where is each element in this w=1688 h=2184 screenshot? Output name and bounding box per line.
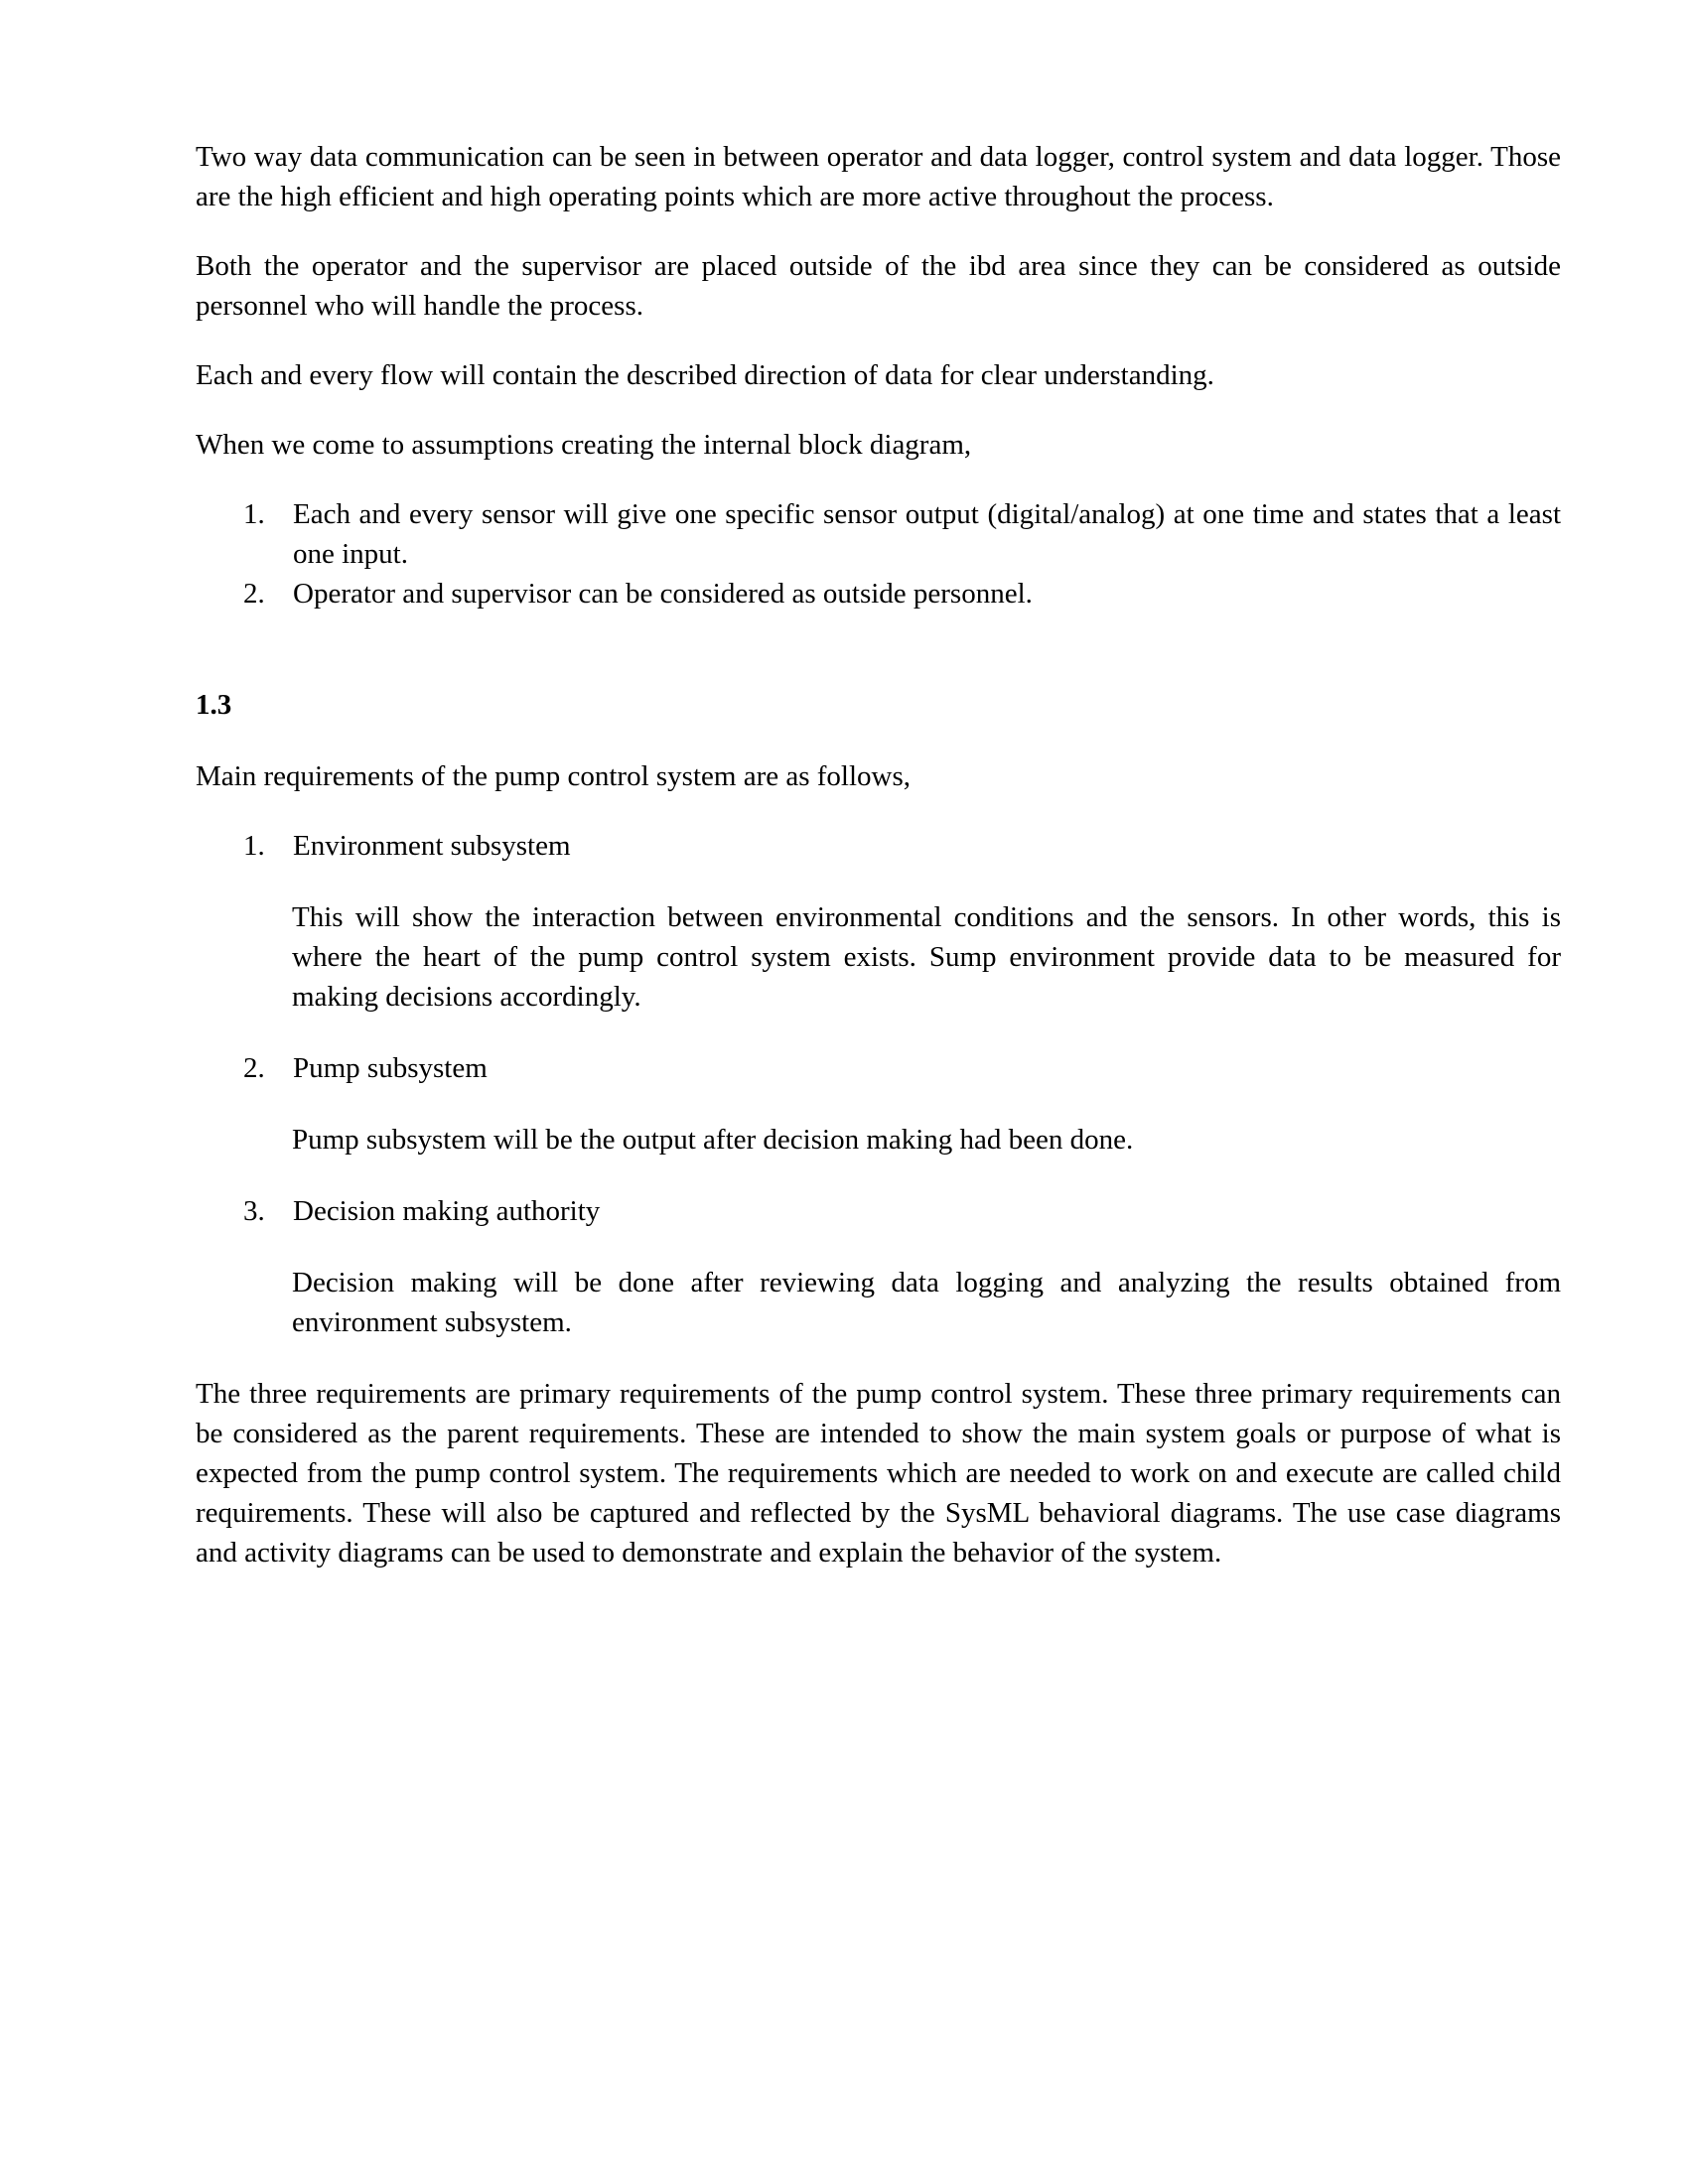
- requirement-item-3-description: Decision making will be done after reviewing data logging and analyzing the results obtained from environment subsystem.: [292, 1267, 1561, 1338]
- assumptions-list-item-1: [243, 494, 1561, 574]
- paragraph-two-way-communication: Two way data communication can be seen in between operator and data logger, control system and data logger. Those are the high efficient and high operating points which are more active throughout the process.: [196, 141, 1561, 212]
- paragraph-main-requirements-intro: Main requirements of the pump control system are as follows,: [196, 760, 912, 792]
- assumptions-list: [196, 494, 1561, 614]
- list-item-number: 2.: [243, 1052, 265, 1084]
- requirement-item-1-title: [243, 826, 1561, 866]
- paragraph-assumptions-intro: When we come to assumptions creating the internal block diagram,: [196, 429, 972, 461]
- assumptions-list-item-2: [243, 574, 1561, 614]
- paragraph-primary-requirements: The three requirements are primary requirements of the pump control system. These three primary requirements can be considered as the parent requirements. These are intended to show the main system goals or purpose of what is expected from the pump control system. The requirements which are needed to work on and execute are called child requirements. These will also be captured and reflected by the SysML behavioral diagrams. The use case diagrams and activity diagrams can be used to demonstrate and explain the behavior of the system.: [196, 1378, 1561, 1569]
- list-item-number: 2.: [243, 578, 265, 610]
- requirement-title: Environment subsystem: [293, 830, 571, 862]
- paragraph-flow-direction: Each and every flow will contain the described direction of data for clear understanding.: [196, 359, 1214, 391]
- requirement-title: Decision making authority: [293, 1195, 601, 1227]
- requirement-item-2-description: Pump subsystem will be the output after decision making had been done.: [292, 1124, 1134, 1156]
- list-item-number: 1.: [243, 498, 265, 530]
- requirement-item-2-title: [243, 1048, 1561, 1088]
- requirements-list: [196, 826, 1561, 1342]
- requirement-title: Pump subsystem: [293, 1052, 488, 1084]
- requirement-item-1-description: This will show the interaction between environmental conditions and the sensors. In other words, this is where the heart of the pump control system exists. Sump environment provide data to be measured for making decisions accordingly.: [292, 901, 1561, 1013]
- list-item-text: Operator and supervisor can be considered as outside personnel.: [293, 578, 1033, 610]
- list-item-number: 3.: [243, 1195, 265, 1227]
- paragraph-operator-supervisor: Both the operator and the supervisor are placed outside of the ibd area since they can be considered as outside personnel who will handle the process.: [196, 250, 1561, 322]
- list-item-text: Each and every sensor will give one specific sensor output (digital/analog) at one time and states that a least one input.: [293, 498, 1561, 570]
- list-item-number: 1.: [243, 830, 265, 862]
- section-heading-1-3: 1.3: [196, 689, 232, 721]
- requirement-item-3-title: [243, 1191, 1561, 1231]
